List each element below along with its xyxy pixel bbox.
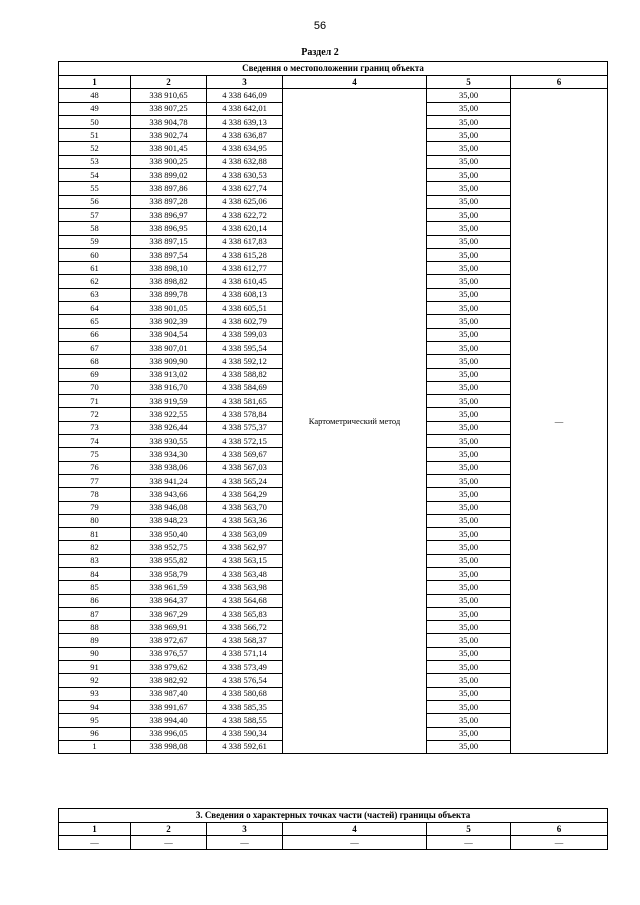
accuracy-cell: 35,00	[427, 142, 511, 155]
accuracy-cell: 35,00	[427, 474, 511, 487]
y-coordinate-cell: 4 338 634,95	[207, 142, 283, 155]
accuracy-cell: 35,00	[427, 567, 511, 580]
column-header: 2	[131, 76, 207, 89]
point-number-cell: 95	[59, 714, 131, 727]
x-coordinate-cell: 338 916,70	[131, 381, 207, 394]
accuracy-cell: 35,00	[427, 727, 511, 740]
x-coordinate-cell: 338 909,90	[131, 355, 207, 368]
x-coordinate-cell: 338 952,75	[131, 541, 207, 554]
accuracy-cell: 35,00	[427, 514, 511, 527]
table-cell: —	[59, 836, 131, 849]
x-coordinate-cell: 338 898,82	[131, 275, 207, 288]
table-cell: —	[427, 836, 511, 849]
point-number-cell: 66	[59, 328, 131, 341]
point-number-cell: 87	[59, 607, 131, 620]
accuracy-cell: 35,00	[427, 700, 511, 713]
x-coordinate-cell: 338 904,54	[131, 328, 207, 341]
y-coordinate-cell: 4 338 576,54	[207, 674, 283, 687]
point-number-cell: 67	[59, 341, 131, 354]
accuracy-cell: 35,00	[427, 222, 511, 235]
point-number-cell: 74	[59, 435, 131, 448]
y-coordinate-cell: 4 338 563,48	[207, 567, 283, 580]
y-coordinate-cell: 4 338 567,03	[207, 461, 283, 474]
table-cell: —	[283, 836, 427, 849]
x-coordinate-cell: 338 901,45	[131, 142, 207, 155]
x-coordinate-cell: 338 998,08	[131, 740, 207, 753]
y-coordinate-cell: 4 338 563,15	[207, 554, 283, 567]
y-coordinate-cell: 4 338 563,98	[207, 581, 283, 594]
accuracy-cell: 35,00	[427, 647, 511, 660]
y-coordinate-cell: 4 338 615,28	[207, 248, 283, 261]
y-coordinate-cell: 4 338 599,03	[207, 328, 283, 341]
accuracy-cell: 35,00	[427, 208, 511, 221]
x-coordinate-cell: 338 955,82	[131, 554, 207, 567]
accuracy-cell: 35,00	[427, 115, 511, 128]
accuracy-cell: 35,00	[427, 288, 511, 301]
x-coordinate-cell: 338 902,74	[131, 129, 207, 142]
y-coordinate-cell: 4 338 581,65	[207, 395, 283, 408]
x-coordinate-cell: 338 900,25	[131, 155, 207, 168]
accuracy-cell: 35,00	[427, 182, 511, 195]
point-number-cell: 85	[59, 581, 131, 594]
accuracy-cell: 35,00	[427, 368, 511, 381]
accuracy-cell: 35,00	[427, 714, 511, 727]
accuracy-cell: 35,00	[427, 155, 511, 168]
y-coordinate-cell: 4 338 571,14	[207, 647, 283, 660]
y-coordinate-cell: 4 338 568,37	[207, 634, 283, 647]
accuracy-cell: 35,00	[427, 674, 511, 687]
x-coordinate-cell: 338 899,02	[131, 169, 207, 182]
y-coordinate-cell: 4 338 617,83	[207, 235, 283, 248]
point-number-cell: 68	[59, 355, 131, 368]
y-coordinate-cell: 4 338 632,88	[207, 155, 283, 168]
part-points-table	[58, 808, 608, 850]
point-number-cell: 70	[59, 381, 131, 394]
y-coordinate-cell: 4 338 627,74	[207, 182, 283, 195]
column6-cell: —	[511, 89, 608, 754]
y-coordinate-cell: 4 338 584,69	[207, 381, 283, 394]
table-caption: 3. Сведения о характерных точках части (частей) границы объекта	[59, 809, 608, 823]
x-coordinate-cell: 338 897,28	[131, 195, 207, 208]
table-row	[59, 836, 608, 849]
x-coordinate-cell: 338 910,65	[131, 89, 207, 102]
accuracy-cell: 35,00	[427, 395, 511, 408]
point-number-cell: 65	[59, 315, 131, 328]
y-coordinate-cell: 4 338 612,77	[207, 262, 283, 275]
x-coordinate-cell: 338 991,67	[131, 700, 207, 713]
y-coordinate-cell: 4 338 620,14	[207, 222, 283, 235]
column-header: 4	[283, 823, 427, 836]
x-coordinate-cell: 338 898,10	[131, 262, 207, 275]
point-number-cell: 58	[59, 222, 131, 235]
y-coordinate-cell: 4 338 590,34	[207, 727, 283, 740]
point-number-cell: 86	[59, 594, 131, 607]
y-coordinate-cell: 4 338 610,45	[207, 275, 283, 288]
x-coordinate-cell: 338 897,54	[131, 248, 207, 261]
y-coordinate-cell: 4 338 595,54	[207, 341, 283, 354]
x-coordinate-cell: 338 913,02	[131, 368, 207, 381]
y-coordinate-cell: 4 338 564,68	[207, 594, 283, 607]
x-coordinate-cell: 338 930,55	[131, 435, 207, 448]
point-number-cell: 76	[59, 461, 131, 474]
point-number-cell: 84	[59, 567, 131, 580]
point-number-cell: 60	[59, 248, 131, 261]
x-coordinate-cell: 338 901,05	[131, 302, 207, 315]
accuracy-cell: 35,00	[427, 488, 511, 501]
y-coordinate-cell: 4 338 636,87	[207, 129, 283, 142]
point-number-cell: 90	[59, 647, 131, 660]
point-number-cell: 75	[59, 448, 131, 461]
y-coordinate-cell: 4 338 642,01	[207, 102, 283, 115]
point-number-cell: 48	[59, 89, 131, 102]
accuracy-cell: 35,00	[427, 435, 511, 448]
x-coordinate-cell: 338 899,78	[131, 288, 207, 301]
x-coordinate-cell: 338 926,44	[131, 421, 207, 434]
point-number-cell: 88	[59, 621, 131, 634]
y-coordinate-cell: 4 338 608,13	[207, 288, 283, 301]
point-number-cell: 59	[59, 235, 131, 248]
y-coordinate-cell: 4 338 563,70	[207, 501, 283, 514]
point-number-cell: 82	[59, 541, 131, 554]
point-number-cell: 51	[59, 129, 131, 142]
point-number-cell: 77	[59, 474, 131, 487]
y-coordinate-cell: 4 338 565,83	[207, 607, 283, 620]
y-coordinate-cell: 4 338 566,72	[207, 621, 283, 634]
accuracy-cell: 35,00	[427, 248, 511, 261]
x-coordinate-cell: 338 897,86	[131, 182, 207, 195]
x-coordinate-cell: 338 969,91	[131, 621, 207, 634]
accuracy-cell: 35,00	[427, 740, 511, 753]
point-number-cell: 71	[59, 395, 131, 408]
point-number-cell: 50	[59, 115, 131, 128]
accuracy-cell: 35,00	[427, 195, 511, 208]
x-coordinate-cell: 338 987,40	[131, 687, 207, 700]
x-coordinate-cell: 338 982,92	[131, 674, 207, 687]
x-coordinate-cell: 338 994,40	[131, 714, 207, 727]
y-coordinate-cell: 4 338 563,36	[207, 514, 283, 527]
x-coordinate-cell: 338 961,59	[131, 581, 207, 594]
y-coordinate-cell: 4 338 572,15	[207, 435, 283, 448]
x-coordinate-cell: 338 907,01	[131, 341, 207, 354]
y-coordinate-cell: 4 338 569,67	[207, 448, 283, 461]
x-coordinate-cell: 338 943,66	[131, 488, 207, 501]
table-cell: —	[131, 836, 207, 849]
x-coordinate-cell: 338 902,39	[131, 315, 207, 328]
accuracy-cell: 35,00	[427, 554, 511, 567]
x-coordinate-cell: 338 976,57	[131, 647, 207, 660]
x-coordinate-cell: 338 919,59	[131, 395, 207, 408]
x-coordinate-cell: 338 896,95	[131, 222, 207, 235]
y-coordinate-cell: 4 338 592,61	[207, 740, 283, 753]
x-coordinate-cell: 338 897,15	[131, 235, 207, 248]
x-coordinate-cell: 338 967,29	[131, 607, 207, 620]
section-title: Раздел 2	[301, 47, 339, 58]
y-coordinate-cell: 4 338 575,37	[207, 421, 283, 434]
point-number-cell: 53	[59, 155, 131, 168]
y-coordinate-cell: 4 338 622,72	[207, 208, 283, 221]
accuracy-cell: 35,00	[427, 448, 511, 461]
x-coordinate-cell: 338 896,97	[131, 208, 207, 221]
y-coordinate-cell: 4 338 646,09	[207, 89, 283, 102]
column-header: 3	[207, 76, 283, 89]
point-number-cell: 56	[59, 195, 131, 208]
point-number-cell: 61	[59, 262, 131, 275]
column-header: 3	[207, 823, 283, 836]
x-coordinate-cell: 338 950,40	[131, 528, 207, 541]
x-coordinate-cell: 338 922,55	[131, 408, 207, 421]
accuracy-cell: 35,00	[427, 89, 511, 102]
y-coordinate-cell: 4 338 625,06	[207, 195, 283, 208]
accuracy-cell: 35,00	[427, 621, 511, 634]
x-coordinate-cell: 338 996,05	[131, 727, 207, 740]
table-cell: —	[511, 836, 608, 849]
method-cell: Картометрический метод	[283, 89, 427, 754]
point-number-cell: 57	[59, 208, 131, 221]
accuracy-cell: 35,00	[427, 528, 511, 541]
y-coordinate-cell: 4 338 562,97	[207, 541, 283, 554]
accuracy-cell: 35,00	[427, 581, 511, 594]
y-coordinate-cell: 4 338 580,68	[207, 687, 283, 700]
table-header-row	[59, 76, 608, 89]
column-header: 2	[131, 823, 207, 836]
x-coordinate-cell: 338 964,37	[131, 594, 207, 607]
x-coordinate-cell: 338 958,79	[131, 567, 207, 580]
x-coordinate-cell: 338 904,78	[131, 115, 207, 128]
accuracy-cell: 35,00	[427, 355, 511, 368]
accuracy-cell: 35,00	[427, 302, 511, 315]
accuracy-cell: 35,00	[427, 262, 511, 275]
accuracy-cell: 35,00	[427, 275, 511, 288]
x-coordinate-cell: 338 972,67	[131, 634, 207, 647]
accuracy-cell: 35,00	[427, 169, 511, 182]
y-coordinate-cell: 4 338 588,82	[207, 368, 283, 381]
accuracy-cell: 35,00	[427, 634, 511, 647]
y-coordinate-cell: 4 338 565,24	[207, 474, 283, 487]
x-coordinate-cell: 338 907,25	[131, 102, 207, 115]
accuracy-cell: 35,00	[427, 129, 511, 142]
column-header: 5	[427, 823, 511, 836]
y-coordinate-cell: 4 338 573,49	[207, 661, 283, 674]
x-coordinate-cell: 338 979,62	[131, 661, 207, 674]
column-header: 6	[511, 823, 608, 836]
accuracy-cell: 35,00	[427, 102, 511, 115]
y-coordinate-cell: 4 338 630,53	[207, 169, 283, 182]
column-header: 6	[511, 76, 608, 89]
point-number-cell: 94	[59, 700, 131, 713]
table-caption: Сведения о местоположении границ объекта	[59, 62, 608, 76]
boundary-location-table	[58, 61, 608, 754]
point-number-cell: 89	[59, 634, 131, 647]
column-header: 1	[59, 823, 131, 836]
x-coordinate-cell: 338 934,30	[131, 448, 207, 461]
point-number-cell: 64	[59, 302, 131, 315]
x-coordinate-cell: 338 941,24	[131, 474, 207, 487]
x-coordinate-cell: 338 938,06	[131, 461, 207, 474]
y-coordinate-cell: 4 338 602,79	[207, 315, 283, 328]
y-coordinate-cell: 4 338 588,55	[207, 714, 283, 727]
column-header: 4	[283, 76, 427, 89]
y-coordinate-cell: 4 338 578,84	[207, 408, 283, 421]
point-number-cell: 49	[59, 102, 131, 115]
accuracy-cell: 35,00	[427, 607, 511, 620]
point-number-cell: 79	[59, 501, 131, 514]
y-coordinate-cell: 4 338 564,29	[207, 488, 283, 501]
point-number-cell: 63	[59, 288, 131, 301]
point-number-cell: 62	[59, 275, 131, 288]
point-number-cell: 93	[59, 687, 131, 700]
point-number-cell: 55	[59, 182, 131, 195]
point-number-cell: 1	[59, 740, 131, 753]
table-header-row	[59, 823, 608, 836]
accuracy-cell: 35,00	[427, 501, 511, 514]
accuracy-cell: 35,00	[427, 235, 511, 248]
point-number-cell: 83	[59, 554, 131, 567]
point-number-cell: 81	[59, 528, 131, 541]
point-number-cell: 54	[59, 169, 131, 182]
y-coordinate-cell: 4 338 639,13	[207, 115, 283, 128]
accuracy-cell: 35,00	[427, 687, 511, 700]
accuracy-cell: 35,00	[427, 541, 511, 554]
accuracy-cell: 35,00	[427, 594, 511, 607]
x-coordinate-cell: 338 948,23	[131, 514, 207, 527]
y-coordinate-cell: 4 338 563,09	[207, 528, 283, 541]
point-number-cell: 78	[59, 488, 131, 501]
page-number: 56	[313, 20, 327, 32]
accuracy-cell: 35,00	[427, 381, 511, 394]
accuracy-cell: 35,00	[427, 341, 511, 354]
point-number-cell: 91	[59, 661, 131, 674]
table-row	[59, 89, 608, 102]
accuracy-cell: 35,00	[427, 315, 511, 328]
column-header: 1	[59, 76, 131, 89]
accuracy-cell: 35,00	[427, 408, 511, 421]
point-number-cell: 96	[59, 727, 131, 740]
y-coordinate-cell: 4 338 592,12	[207, 355, 283, 368]
point-number-cell: 69	[59, 368, 131, 381]
y-coordinate-cell: 4 338 605,51	[207, 302, 283, 315]
accuracy-cell: 35,00	[427, 328, 511, 341]
accuracy-cell: 35,00	[427, 661, 511, 674]
x-coordinate-cell: 338 946,08	[131, 501, 207, 514]
column-header: 5	[427, 76, 511, 89]
point-number-cell: 72	[59, 408, 131, 421]
point-number-cell: 52	[59, 142, 131, 155]
point-number-cell: 73	[59, 421, 131, 434]
accuracy-cell: 35,00	[427, 461, 511, 474]
accuracy-cell: 35,00	[427, 421, 511, 434]
y-coordinate-cell: 4 338 585,35	[207, 700, 283, 713]
point-number-cell: 92	[59, 674, 131, 687]
point-number-cell: 80	[59, 514, 131, 527]
table-cell: —	[207, 836, 283, 849]
